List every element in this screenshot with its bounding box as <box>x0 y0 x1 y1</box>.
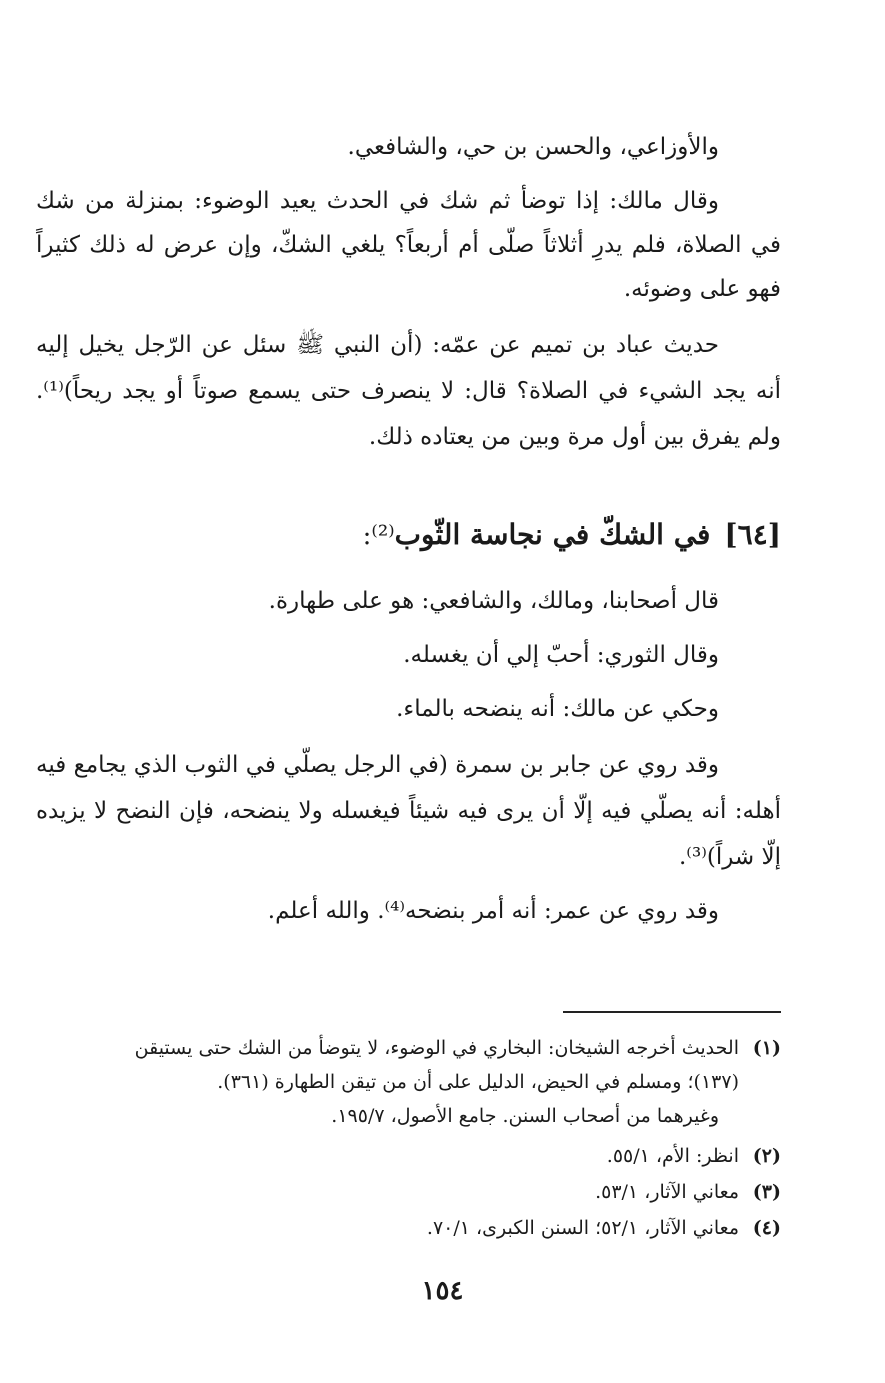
footnote-text: وغيرهما من أصحاب السنن. جامع الأصول، ١٩٥/٧. <box>331 1105 719 1127</box>
footnote-label: (٣) <box>752 1181 781 1203</box>
body-line: وقال الثوري: أحبّ إلي أن يغسله. <box>403 642 719 668</box>
footnote <box>36 1100 781 1132</box>
document-page <box>36 0 781 1383</box>
body-line: والأوزاعي، والحسن بن حي، والشافعي. <box>347 134 719 160</box>
footnote-text: الحديث أخرجه الشيخان: البخاري في الوضوء، لا يتوضأ من الشك حتى يستيقن <box>134 1037 739 1059</box>
section-title: في الشكّ في نجاسة الثّوب <box>394 518 711 551</box>
page-number: ١٥٤ <box>421 1276 464 1306</box>
body-line: حديث عباد بن تميم عن عمّه: (أن النبي ﷺ سئل عن الرّجل يخيل إليه <box>36 332 719 358</box>
body-line: أهله: أنه يصلّي فيه إلّا أن يرى فيه شيئاً فيغسله ولا ينضحه، فإن النضح لا يزيده <box>36 798 781 824</box>
body-line: في الصلاة، فلم يدرِ أثلاثاً صلّى أم أربعاً؟ يلغي الشكّ، وإن عرض له ذلك كثيراً <box>36 232 781 258</box>
body-line: إلّا شراً)⁽³⁾. <box>679 844 781 870</box>
body-line: ولم يفرق بين أول مرة وبين من يعتاده ذلك. <box>368 424 781 450</box>
body-line: وقد روي عن جابر بن سمرة (في الرجل يصلّي في الثوب الذي يجامع فيه <box>36 752 719 778</box>
section-note: ⁽²⁾: <box>362 521 395 551</box>
section-heading <box>363 510 781 561</box>
body-line: وحكي عن مالك: أنه ينضحه بالماء. <box>396 696 719 722</box>
footnote-label: (١) <box>752 1037 781 1059</box>
footnote-text: انظر: الأم، ٥٥/١. <box>606 1145 739 1167</box>
footnote <box>36 1176 781 1208</box>
footnote <box>36 1032 781 1064</box>
footnote-separator <box>563 1011 781 1013</box>
body-line: أنه يجد الشيء في الصلاة؟ قال: لا ينصرف حتى يسمع صوتاً أو يجد ريحاً)⁽¹⁾. <box>36 378 781 404</box>
body-line: فهو على وضوئه. <box>623 276 781 302</box>
section-number: [٦٤] <box>724 518 781 551</box>
footnote <box>36 1140 781 1172</box>
footnote-label: (٤) <box>752 1217 781 1239</box>
body-line: قال أصحابنا، ومالك، والشافعي: هو على طهارة. <box>268 588 719 614</box>
body-line: وقد روي عن عمر: أنه أمر بنضحه⁽⁴⁾. والله أعلم. <box>267 898 719 924</box>
body-line: وقال مالك: إذا توضأ ثم شك في الحدث يعيد الوضوء: بمنزلة من شك <box>36 188 719 214</box>
footnote-label: (٢) <box>752 1145 781 1167</box>
footnote-text: معاني الآثار، ٥٣/١. <box>595 1181 739 1203</box>
footnote-text: (١٣٧)؛ ومسلم في الحيض، الدليل على أن من تيقن الطهارة (٣٦١). <box>217 1071 739 1093</box>
footnote-text: معاني الآثار، ٥٢/١؛ السنن الكبرى، ٧٠/١. <box>426 1217 739 1239</box>
footnote <box>36 1066 781 1098</box>
footnote <box>36 1212 781 1244</box>
